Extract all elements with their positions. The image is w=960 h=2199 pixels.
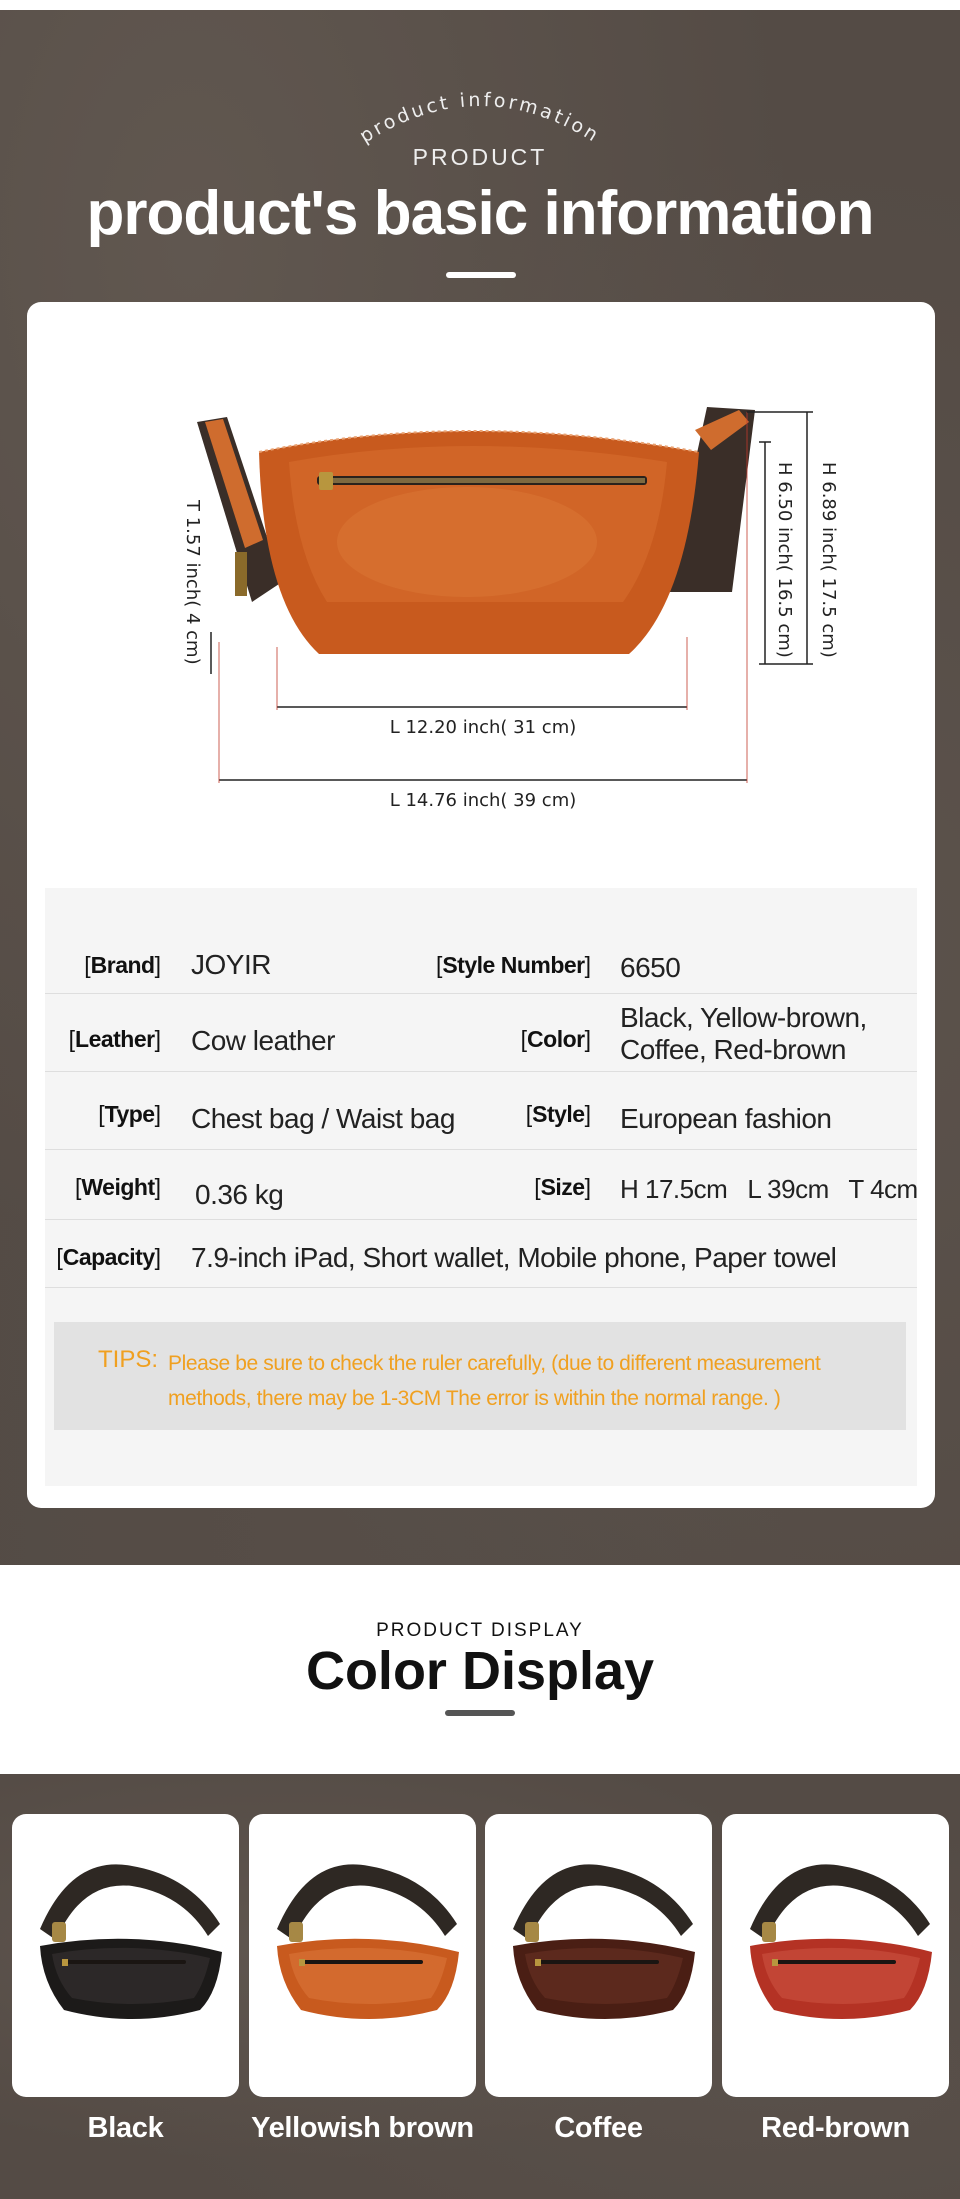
table-row <box>45 1220 917 1288</box>
color-option-label: Black <box>87 2112 164 2144</box>
section-kicker: PRODUCT <box>412 144 548 170</box>
bag-thumbnail <box>249 1814 476 2097</box>
length-outer-label: L 14.76 inch( 39 cm) <box>389 790 577 811</box>
display-underline <box>445 1710 515 1716</box>
type-value: Chest bag / Waist bag <box>191 1103 455 1134</box>
color-key: [Color] <box>520 1026 591 1052</box>
color-option-card[interactable] <box>249 1814 476 2097</box>
brand-value: JOYIR <box>191 949 271 980</box>
bag-dimension-figure <box>27 302 935 862</box>
style-value: European fashion <box>620 1103 832 1134</box>
display-kicker: PRODUCT DISPLAY <box>376 1620 584 1641</box>
color-option-label: Red-brown <box>761 2112 910 2144</box>
size-value: H 17.5cm L 39cm T 4cm <box>620 1174 918 1204</box>
length-inner-label: L 12.20 inch( 31 cm) <box>389 717 577 738</box>
capacity-key: [Capacity] <box>56 1244 161 1270</box>
color-value <box>620 1002 920 1066</box>
color-option-label: Yellowish brown <box>251 2112 474 2144</box>
bag-body <box>259 431 699 654</box>
color-option-card[interactable] <box>485 1814 712 2097</box>
table-row <box>45 1150 917 1220</box>
leather-key: [Leather] <box>68 1026 161 1052</box>
svg-text:product information <box>356 89 604 148</box>
size-key: [Size] <box>534 1174 591 1200</box>
spec-table <box>45 888 917 1486</box>
tips-box <box>54 1322 906 1430</box>
style-key: [Style] <box>525 1101 591 1127</box>
color-value-line2: Coffee, Red-brown <box>620 1034 846 1065</box>
tips-label: TIPS: <box>98 1346 159 1373</box>
table-row <box>45 1072 917 1150</box>
color-option-label: Coffee <box>554 2112 643 2144</box>
brand-key: [Brand] <box>84 952 161 978</box>
weight-value: 0.36 kg <box>195 1179 284 1210</box>
display-title: Color Display <box>305 1641 655 1701</box>
color-option-card[interactable] <box>12 1814 239 2097</box>
title-underline <box>446 272 516 278</box>
color-value-line1: Black, Yellow-brown, <box>620 1002 867 1033</box>
bag-thumbnail <box>485 1814 712 2097</box>
thickness-label: T 1.57 inch( 4 cm) <box>182 500 203 665</box>
bag-thumbnail <box>722 1814 949 2097</box>
weight-key: [Weight] <box>74 1174 161 1200</box>
color-variants <box>0 1774 960 2199</box>
table-row <box>45 994 917 1072</box>
spec-card <box>27 302 935 1508</box>
tips-text: Please be sure to check the ruler carefully, (due to different measurement methods, there may be 1-3CM The error is within the normal range. ) <box>168 1352 821 1410</box>
table-row <box>45 932 917 994</box>
type-key: [Type] <box>98 1101 161 1127</box>
capacity-value: 7.9-inch iPad, Short wallet, Mobile phone, Paper towel <box>191 1242 837 1273</box>
color-option-card[interactable] <box>722 1814 949 2097</box>
height-outer-label: H 6.89 inch( 17.5 cm) <box>818 462 839 658</box>
bag-thumbnail <box>12 1814 239 2097</box>
style-number-value: 6650 <box>620 952 681 983</box>
leather-value: Cow leather <box>191 1025 335 1056</box>
section-title: product's basic information <box>86 179 874 248</box>
height-inner-label: H 6.50 inch( 16.5 cm) <box>774 462 795 658</box>
arc-caption-text: product information <box>355 88 605 148</box>
style-number-key: [Style Number] <box>435 952 591 978</box>
